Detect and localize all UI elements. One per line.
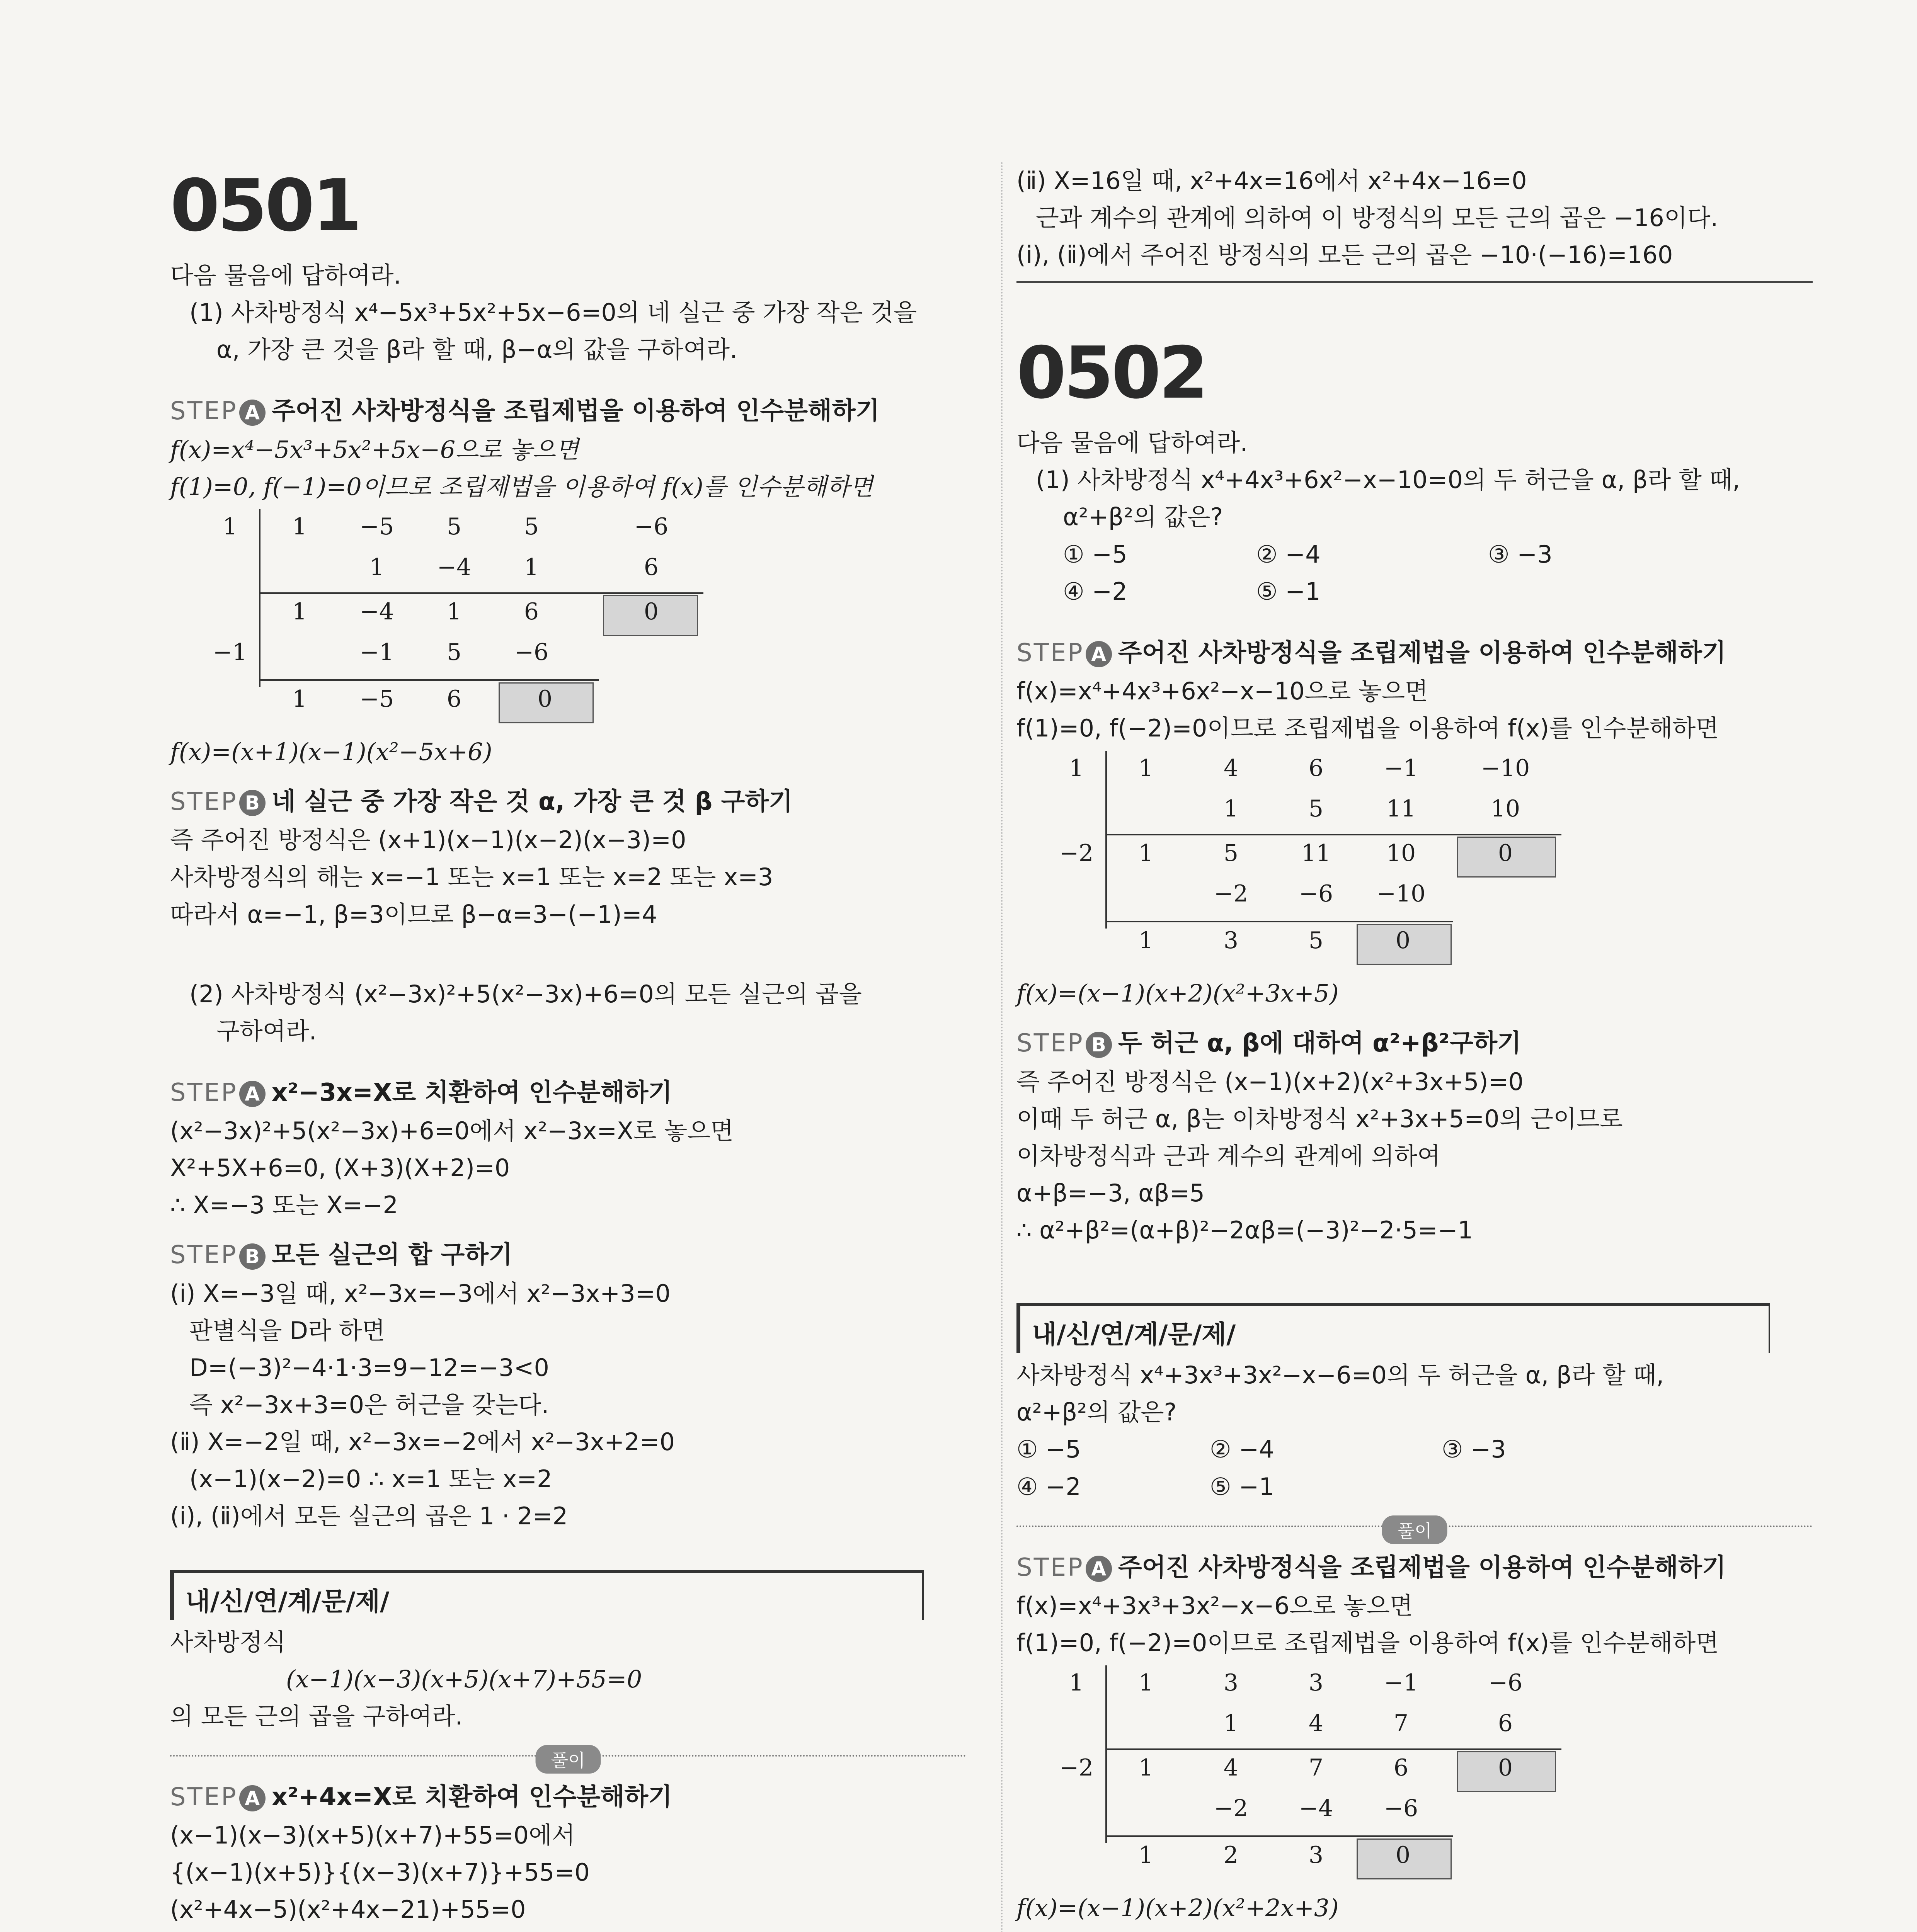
product: 11	[1386, 795, 1416, 823]
coefficient: 1	[292, 513, 307, 540]
coefficient: 6	[1308, 755, 1324, 782]
solution-line: 따라서 α=−1, β=3이므로 β−α=3−(−1)=4	[170, 900, 657, 929]
product: −2	[1214, 880, 1248, 908]
question-2-line-1: (2) 사차방정식 (x²−3x)²+5(x²−3x)+6=0의 모든 실근의 곱을	[189, 980, 862, 1008]
step-badge-icon: B	[1086, 1032, 1112, 1058]
remainder: 0	[644, 598, 659, 625]
product: 6	[644, 553, 659, 581]
step-title: 모든 실근의 합 구하기	[271, 1241, 513, 1270]
quotient: −4	[359, 598, 394, 625]
step-badge-icon: B	[239, 1243, 266, 1270]
choice-5[interactable]: ⑤ −1	[1256, 577, 1321, 605]
divisor: −1	[213, 638, 247, 666]
product: 7	[1393, 1710, 1409, 1737]
answer-choices	[1016, 1431, 1813, 1505]
solution-line: f(x)=x⁴+3x³+3x²−x−6으로 놓으면	[1016, 1592, 1413, 1620]
quotient: 1	[1138, 1842, 1154, 1869]
coefficient: −5	[359, 513, 394, 540]
step-badge-icon: B	[239, 790, 266, 816]
quotient: 2	[1223, 1842, 1239, 1869]
synthetic-division-table	[1047, 1662, 1550, 1878]
coefficient: 3	[1308, 1669, 1324, 1697]
divisor: 1	[1069, 755, 1084, 782]
step-title: 주어진 사차방정식을 조립제법을 이용하여 인수분해하기	[1118, 638, 1726, 667]
step-a-heading	[170, 1073, 966, 1112]
solution-line: (x−1)(x−3)(x+5)(x+7)+55=0에서	[170, 1821, 575, 1850]
question-1-line-1: (1) 사차방정식 x⁴−5x³+5x²+5x−6=0의 네 실근 중 가장 작은 것을	[189, 298, 917, 327]
choice-3[interactable]: ③ −3	[1442, 1435, 1506, 1464]
choice-2[interactable]: ② −4	[1210, 1435, 1274, 1464]
step-badge-icon: A	[1086, 1556, 1112, 1582]
solution-line: 즉 x²−3x+3=0은 허근을 갖는다.	[189, 1391, 549, 1419]
step-tag: STEP	[170, 397, 238, 426]
factorization-result: f(x)=(x−1)(x+2)(x²+2x+3)	[1016, 1894, 1339, 1922]
step-title: x²+4x=X로 치환하여 인수분해하기	[271, 1782, 672, 1811]
factorization-result: f(x)=(x+1)(x−1)(x²−5x+6)	[170, 737, 492, 766]
step-badge-icon: A	[239, 1081, 266, 1107]
step-a-heading	[1016, 633, 1813, 673]
choice-1[interactable]: ① −5	[1063, 540, 1127, 568]
solution-line: 사차방정식의 해는 x=−1 또는 x=1 또는 x=2 또는 x=3	[170, 863, 773, 891]
quotient: 1	[1138, 927, 1154, 954]
quotient: 10	[1386, 840, 1416, 867]
step-b-heading	[1016, 1024, 1813, 1063]
solution-line: f(x)=x⁴−5x³+5x²+5x−6으로 놓으면	[170, 435, 579, 464]
synthetic-division-table	[201, 505, 703, 722]
solution-line: (x²+4x−5)(x²+4x−21)+55=0	[170, 1895, 526, 1924]
product: −1	[359, 638, 394, 666]
solution-line: (x−1)(x−2)=0 ∴ x=1 또는 x=2	[189, 1465, 552, 1493]
product: 5	[1308, 795, 1324, 823]
solution-line: (ⅱ) X=−2일 때, x²−3x=−2에서 x²−3x+2=0	[170, 1428, 675, 1456]
quotient: 3	[1308, 1842, 1324, 1869]
coefficient: −1	[1384, 755, 1418, 782]
quotient: 1	[292, 598, 307, 625]
coefficient: −6	[1488, 1669, 1523, 1697]
factorization-result: f(x)=(x−1)(x+2)(x²+3x+5)	[1016, 979, 1339, 1008]
coefficient: 1	[1138, 755, 1154, 782]
coefficient: 5	[446, 513, 462, 540]
solution-line: ∴ α²+β²=(α+β)²−2αβ=(−3)²−2·5=−1	[1016, 1216, 1473, 1245]
choice-4[interactable]: ④ −2	[1016, 1472, 1081, 1501]
naesin-line: α²+β²의 값은?	[1016, 1398, 1177, 1427]
step-a-heading	[1016, 1548, 1813, 1587]
column-divider	[1001, 162, 1003, 1932]
step-tag: STEP	[1016, 1553, 1084, 1582]
quotient: 5	[1223, 840, 1239, 867]
product: −6	[1299, 880, 1333, 908]
continued-line: (ⅱ) X=16일 때, x²+4x=16에서 x²+4x−16=0	[1016, 167, 1527, 195]
product: 1	[369, 553, 385, 581]
product: 1	[524, 553, 539, 581]
solution-line: ∴ X=−3 또는 X=−2	[170, 1191, 398, 1219]
naesin-line: 사차방정식 x⁴+3x³+3x²−x−6=0의 두 허근을 α, β라 할 때,	[1016, 1361, 1664, 1389]
product: −6	[514, 638, 549, 666]
problem-intro: 다음 물음에 답하여라.	[1016, 429, 1248, 457]
synthetic-division-table	[1047, 747, 1550, 963]
divisor: −2	[1059, 1754, 1094, 1782]
quotient: 5	[1308, 927, 1324, 954]
quotient: 3	[1223, 927, 1239, 954]
section-rule	[1016, 281, 1813, 283]
step-tag: STEP	[170, 1782, 238, 1811]
coefficient: −10	[1481, 755, 1530, 782]
product: 1	[1223, 1710, 1239, 1737]
quotient: 6	[524, 598, 539, 625]
product: −2	[1214, 1795, 1248, 1822]
question-2-line-2: 구하여라.	[216, 1017, 317, 1045]
step-tag: STEP	[1016, 1029, 1084, 1058]
right-column	[1016, 0, 1813, 1932]
solution-label: 풀이	[536, 1745, 601, 1774]
remainder: 0	[1395, 927, 1411, 954]
coefficient: −1	[1384, 1669, 1418, 1697]
step-tag: STEP	[1016, 638, 1084, 667]
solution-line: (ⅰ) X=−3일 때, x²−3x=−3에서 x²−3x+3=0	[170, 1279, 671, 1308]
solution-line	[170, 1928, 966, 1932]
naesin-box-title: 내/신/연/계/문/제/	[170, 1570, 924, 1620]
product: −4	[1299, 1795, 1333, 1822]
choice-1[interactable]: ① −5	[1016, 1435, 1081, 1464]
remainder: 0	[1395, 1842, 1411, 1869]
solution-line: 판별식을 D라 하면	[189, 1316, 385, 1345]
quotient: 1	[1138, 840, 1154, 867]
step-b-heading	[170, 782, 966, 821]
naesin-line: 의 모든 근의 곱을 구하여라.	[170, 1702, 463, 1730]
step-tag: STEP	[170, 1241, 238, 1270]
step-title: 네 실근 중 가장 작은 것 α, 가장 큰 것 β 구하기	[271, 787, 793, 816]
step-badge-icon: A	[239, 400, 266, 426]
divisor: 1	[1069, 1669, 1084, 1697]
remainder: 0	[1498, 1754, 1513, 1782]
step-a-heading	[170, 1777, 966, 1817]
solution-line: f(x)=x⁴+4x³+6x²−x−10으로 놓으면	[1016, 677, 1428, 706]
coefficient: 3	[1223, 1669, 1239, 1697]
quotient: 1	[446, 598, 462, 625]
step-title: x²−3x=X로 치환하여 인수분해하기	[271, 1078, 672, 1107]
question-1-line-2: α²+β²의 값은?	[1063, 503, 1223, 531]
question-1-line-2: α, 가장 큰 것을 β라 할 때, β−α의 값을 구하여라.	[216, 335, 737, 364]
product: 4	[1308, 1710, 1324, 1737]
step-tag: STEP	[170, 1078, 238, 1107]
quotient: 6	[446, 685, 462, 713]
quotient: 1	[292, 685, 307, 713]
product: −10	[1376, 880, 1426, 908]
continued-line: 근과 계수의 관계에 의하여 이 방정식의 모든 근의 곱은 −16이다.	[1036, 204, 1718, 232]
product: 6	[1498, 1710, 1513, 1737]
solution-line: X²+5X+6=0, (X+3)(X+2)=0	[170, 1154, 510, 1182]
solution-line: D=(−3)²−4·1·3=9−12=−3<0	[189, 1354, 549, 1382]
coefficient: 4	[1223, 755, 1239, 782]
naesin-box-title: 내/신/연/계/문/제/	[1016, 1303, 1770, 1353]
remainder: 0	[537, 685, 553, 713]
solution-label: 풀이	[1382, 1515, 1447, 1544]
choice-2[interactable]: ② −4	[1256, 540, 1321, 568]
step-title: 두 허근 α, β에 대하여 α²+β²구하기	[1118, 1029, 1521, 1058]
solution-divider	[170, 1743, 966, 1770]
solution-divider	[1016, 1513, 1813, 1540]
product: −4	[437, 553, 472, 581]
coefficient: −6	[634, 513, 669, 540]
coefficient: 5	[524, 513, 539, 540]
solution-line: f(1)=0, f(−1)=0이므로 조립제법을 이용하여 f(x)를 인수분해하면	[170, 472, 873, 501]
remainder: 0	[1498, 840, 1513, 867]
quotient: 7	[1308, 1754, 1324, 1782]
step-badge-icon: A	[239, 1785, 266, 1811]
coefficient: 1	[1138, 1669, 1154, 1697]
choice-5[interactable]: ⑤ −1	[1210, 1472, 1274, 1501]
solution-line: f(1)=0, f(−2)=0이므로 조립제법을 이용하여 f(x)를 인수분해하면	[1016, 714, 1719, 743]
quotient: 1	[1138, 1754, 1154, 1782]
solution-line: 이차방정식과 근과 계수의 관계에 의하여	[1016, 1142, 1440, 1170]
left-column	[170, 0, 966, 1932]
product: 1	[1223, 795, 1239, 823]
problem-number-0502: 0502	[1016, 331, 1206, 415]
step-a-heading	[170, 391, 966, 431]
choice-4[interactable]: ④ −2	[1063, 577, 1127, 605]
quotient: 6	[1393, 1754, 1409, 1782]
quotient: 4	[1223, 1754, 1239, 1782]
question-1-line-1: (1) 사차방정식 x⁴+4x³+6x²−x−10=0의 두 허근을 α, β라 할 때,	[1036, 466, 1740, 494]
step-b-heading	[170, 1235, 966, 1275]
solution-line: 즉 주어진 방정식은 (x−1)(x+2)(x²+3x+5)=0	[1016, 1067, 1524, 1096]
problem-intro: 다음 물음에 답하여라.	[170, 261, 402, 289]
naesin-equation: (x−1)(x−3)(x+5)(x+7)+55=0	[286, 1665, 642, 1693]
step-tag: STEP	[170, 787, 238, 816]
product: 5	[446, 638, 462, 666]
solution-line: 즉 주어진 방정식은 (x+1)(x−1)(x−2)(x−3)=0	[170, 826, 686, 854]
solution-line: 이때 두 허근 α, β는 이차방정식 x²+3x+5=0의 근이므로	[1016, 1104, 1623, 1133]
solution-line: (x²−3x)²+5(x²−3x)+6=0에서 x²−3x=X로 놓으면	[170, 1117, 734, 1145]
solution-line: f(1)=0, f(−2)=0이므로 조립제법을 이용하여 f(x)를 인수분해하면	[1016, 1629, 1719, 1657]
solution-line: (ⅰ), (ⅱ)에서 모든 실근의 곱은 1 · 2=2	[170, 1502, 568, 1531]
solution-line: {(x−1)(x+5)}{(x−3)(x+7)}+55=0	[170, 1858, 590, 1887]
divisor: −2	[1059, 840, 1094, 867]
divisor: 1	[222, 513, 238, 540]
product: −6	[1384, 1795, 1418, 1822]
quotient: 11	[1301, 840, 1331, 867]
naesin-line: 사차방정식	[170, 1628, 286, 1656]
continued-line: (ⅰ), (ⅱ)에서 주어진 방정식의 모든 근의 곱은 −10·(−16)=160	[1016, 241, 1673, 269]
quotient: −5	[359, 685, 394, 713]
answer-choices	[1016, 536, 1813, 610]
choice-3[interactable]: ③ −3	[1488, 540, 1553, 568]
step-title: 주어진 사차방정식을 조립제법을 이용하여 인수분해하기	[271, 397, 880, 426]
step-title: 주어진 사차방정식을 조립제법을 이용하여 인수분해하기	[1118, 1553, 1726, 1582]
problem-number-0501: 0501	[170, 164, 360, 247]
product: 10	[1490, 795, 1520, 823]
step-badge-icon: A	[1086, 641, 1112, 667]
solution-line: α+β=−3, αβ=5	[1016, 1179, 1205, 1208]
